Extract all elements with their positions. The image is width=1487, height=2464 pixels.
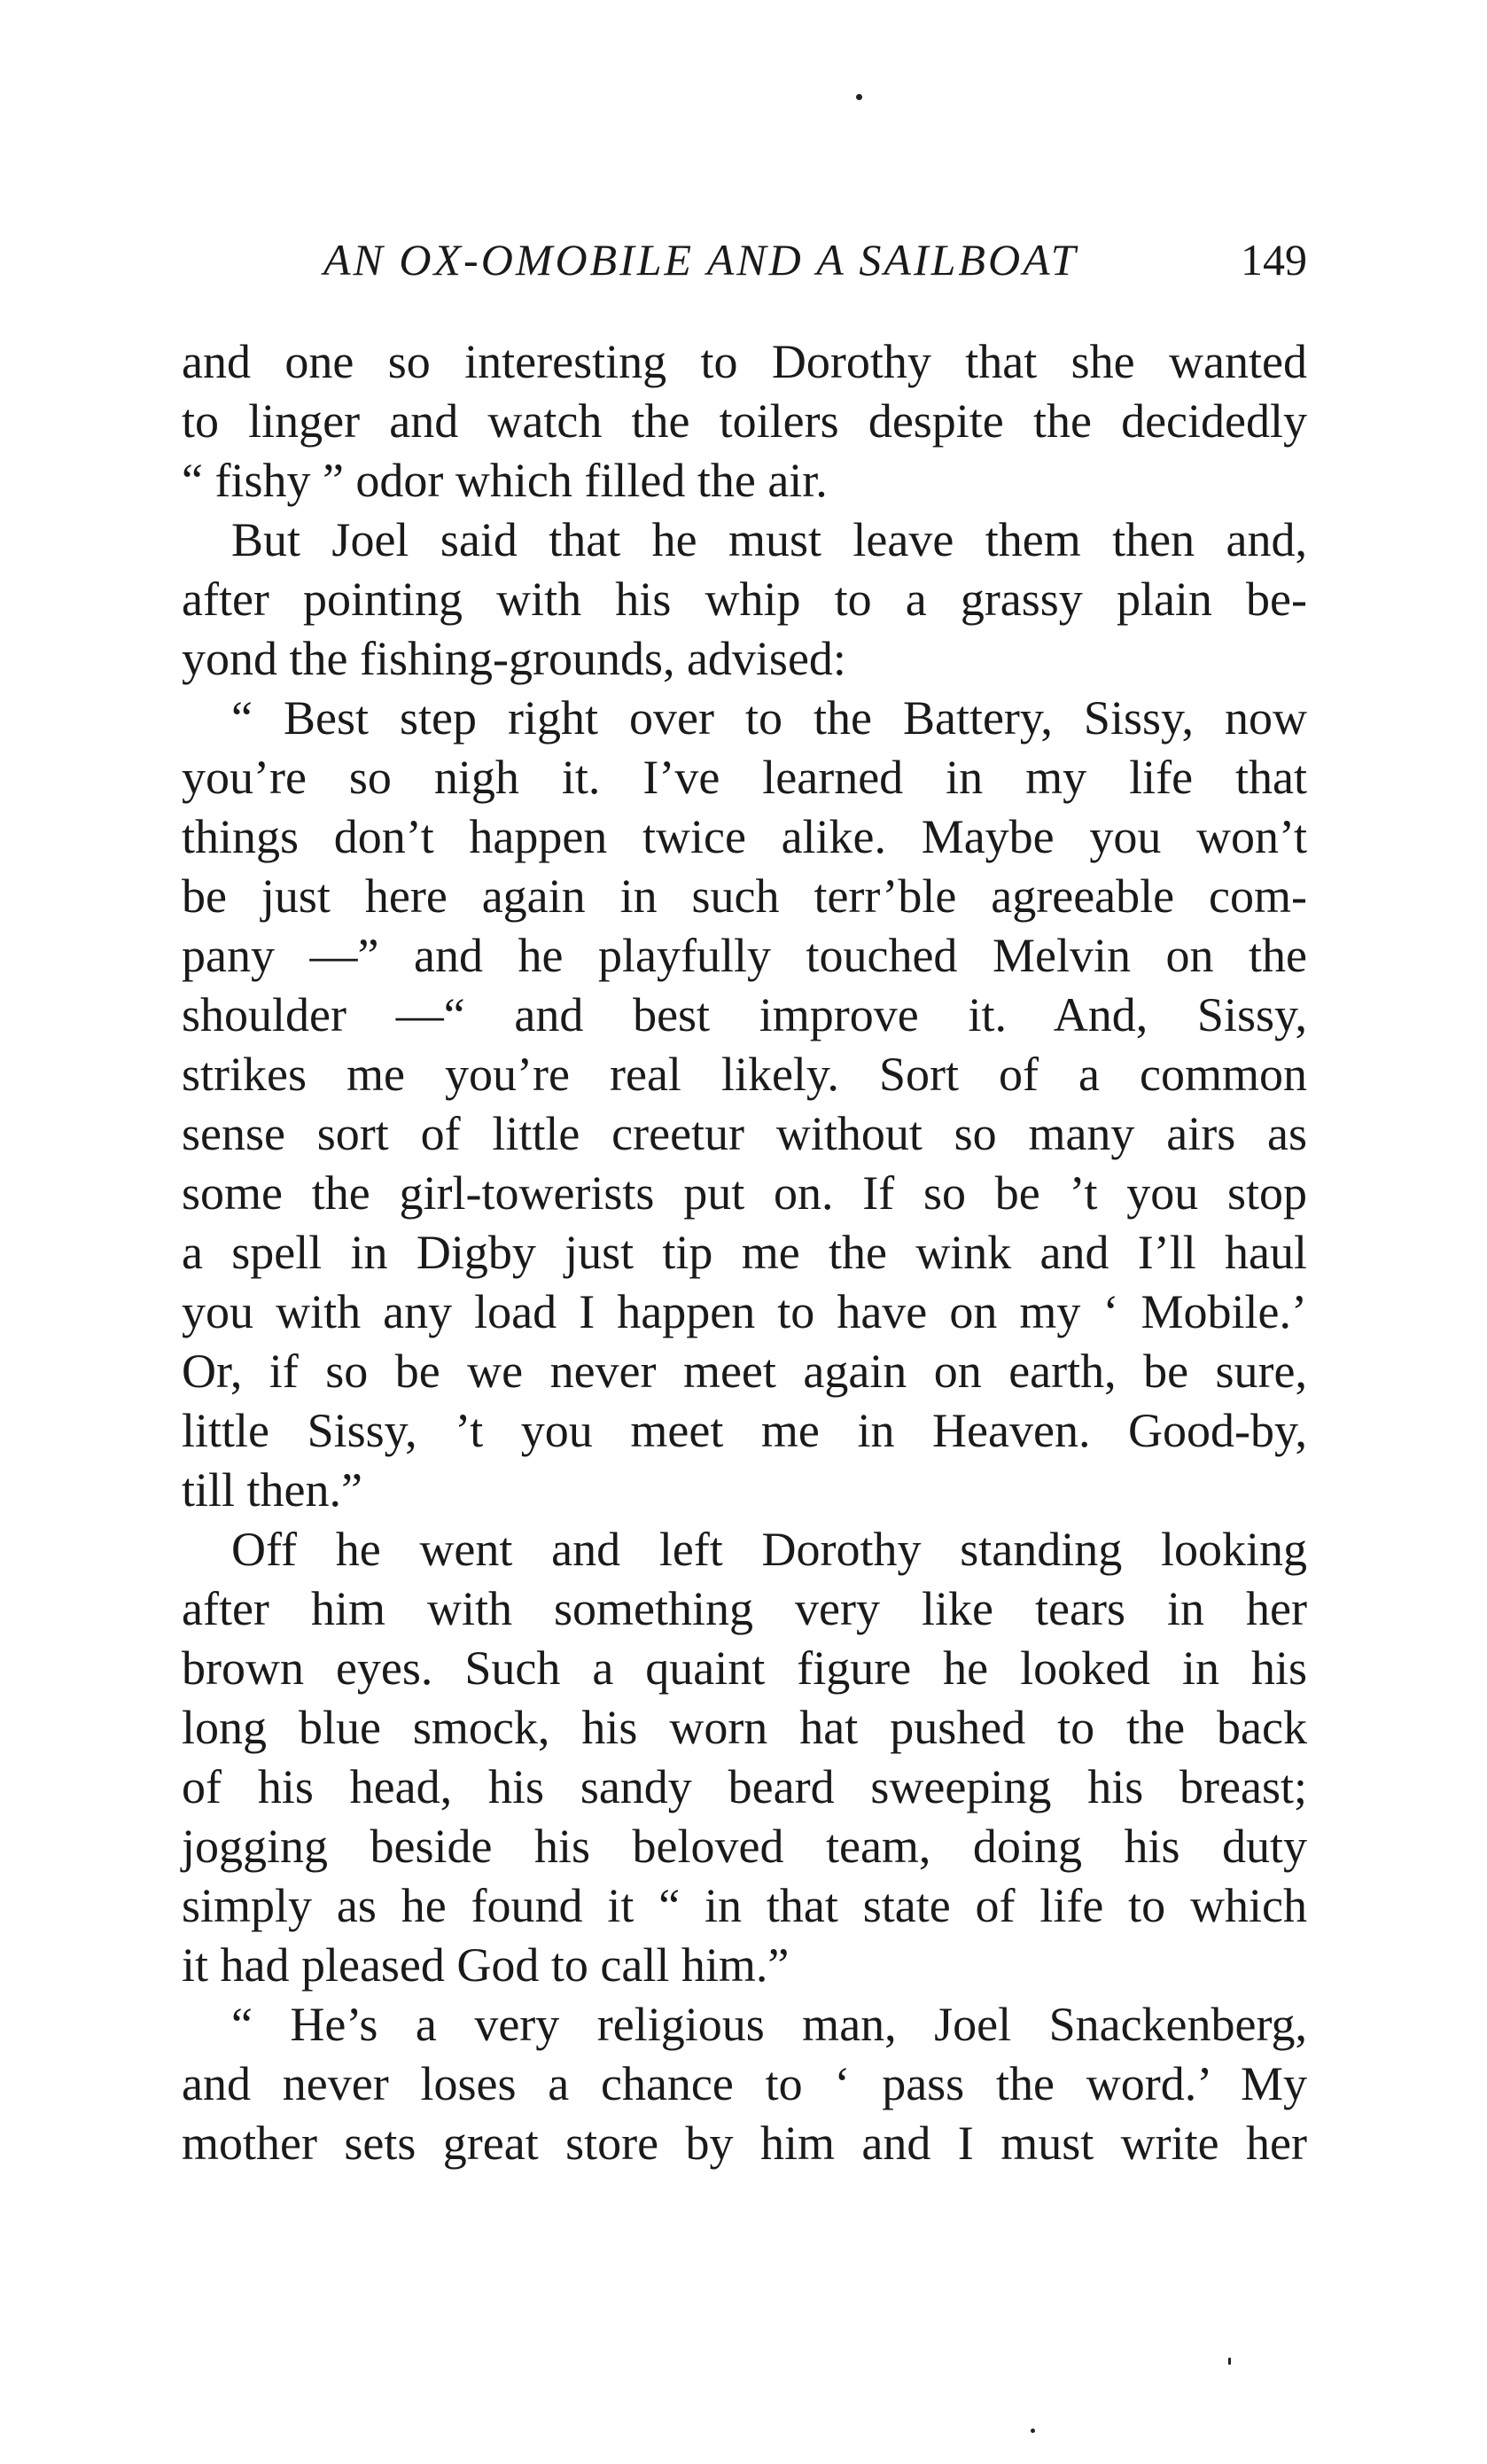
running-title: AN OX-OMOBILE AND A SAILBOAT bbox=[323, 235, 1078, 285]
text-line: a spell in Digby just tip me the wink and I’ll haul bbox=[182, 1226, 1307, 1279]
text-line: pany —” and he playfully touched Melvin on the bbox=[182, 929, 1307, 982]
text-line: long blue smock, his worn hat pushed to the back bbox=[182, 1701, 1307, 1754]
text-line: of his head, his sandy beard sweeping his breast; bbox=[182, 1760, 1307, 1813]
text-line: “ Best step right over to the Battery, Sissy, now bbox=[231, 691, 1307, 745]
page-number: 149 bbox=[1241, 235, 1307, 285]
text-line: brown eyes. Such a quaint figure he looked in his bbox=[182, 1641, 1307, 1695]
text-line: and one so interesting to Dorothy that she wanted bbox=[182, 335, 1307, 388]
text-line: jogging beside his beloved team, doing his duty bbox=[182, 1820, 1307, 1873]
text-line: things don’t happen twice alike. Maybe you won’t bbox=[182, 810, 1307, 863]
text-line: “ fishy ” odor which filled the air. bbox=[182, 454, 828, 507]
text-line: “ He’s a very religious man, Joel Snackenberg, bbox=[231, 1998, 1307, 2051]
text-line: yond the fishing-grounds, advised: bbox=[182, 632, 846, 685]
text-line: Or, if so be we never meet again on earth, be sure, bbox=[182, 1345, 1307, 1398]
text-line: to linger and watch the toilers despite the decidedly bbox=[182, 394, 1307, 448]
text-line: sense sort of little creetur without so many airs as bbox=[182, 1107, 1307, 1160]
text-line: little Sissy, ’t you meet me in Heaven. Good-by, bbox=[182, 1404, 1307, 1457]
text-line: after him with something very like tears in her bbox=[182, 1582, 1307, 1635]
text-line: some the girl-towerists put on. If so be ’t you stop bbox=[182, 1166, 1307, 1220]
ink-speck-bottom-right bbox=[1228, 2358, 1231, 2365]
page-header bbox=[182, 229, 1307, 291]
text-line: and never loses a chance to ‘ pass the word.’ My bbox=[182, 2057, 1307, 2110]
text-line: after pointing with his whip to a grassy plain be- bbox=[182, 573, 1307, 626]
ink-speck-bottom bbox=[1031, 2429, 1035, 2433]
text-line: be just here again in such terr’ble agreeable com- bbox=[182, 869, 1307, 923]
body-text bbox=[182, 332, 1307, 2173]
text-line: simply as he found it “ in that state of life to which bbox=[182, 1879, 1307, 1932]
text-line: shoulder —“ and best improve it. And, Sissy, bbox=[182, 988, 1307, 1041]
text-line: Off he went and left Dorothy standing looking bbox=[231, 1523, 1307, 1576]
text-line: strikes me you’re real likely. Sort of a common bbox=[182, 1048, 1307, 1101]
ink-speck-top bbox=[856, 94, 862, 100]
text-line: mother sets great store by him and I must write her bbox=[182, 2117, 1307, 2170]
text-line: it had pleased God to call him.” bbox=[182, 1938, 790, 1992]
text-line: But Joel said that he must leave them then and, bbox=[231, 513, 1307, 566]
text-line: you’re so nigh it. I’ve learned in my life that bbox=[182, 751, 1307, 804]
text-line: till then.” bbox=[182, 1463, 362, 1517]
text-line: you with any load I happen to have on my ‘ Mobile.’ bbox=[182, 1285, 1307, 1338]
